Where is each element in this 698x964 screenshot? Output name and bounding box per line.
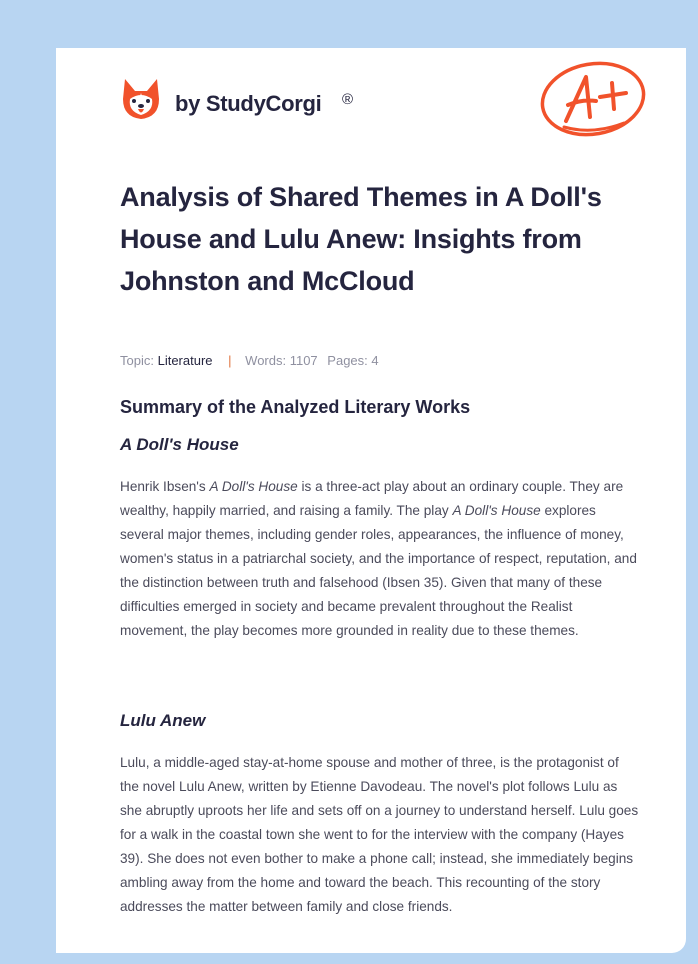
- subsection-heading-lulu-anew: Lulu Anew: [120, 711, 206, 730]
- meta-separator: |: [228, 353, 232, 368]
- word-count: Words: 1107: [245, 353, 318, 368]
- document-card: [56, 48, 686, 953]
- subsection-heading-dolls-house: A Doll's House: [120, 435, 239, 454]
- a-plus-grade-icon: [538, 59, 648, 139]
- studycorgi-logo[interactable]: [122, 77, 354, 121]
- text-run: explores several major themes, including gender roles, appearances, the influence of money, women's status in a patriarchal society, and the importance of respect, reputation, and the distinction between truth and falsehood (Ibsen 35). Given that many of these difficulties emerged in society and became prevalent throughout the Realist movement, the play becomes more grounded in reality due to these themes.: [120, 503, 637, 638]
- text-run: Henrik Ibsen's: [120, 479, 210, 494]
- article-meta: [120, 353, 379, 368]
- page-count: Pages: 4: [327, 353, 379, 368]
- section-heading: Summary of the Analyzed Literary Works: [120, 397, 471, 417]
- brand-name: by StudyCorgi: [175, 91, 322, 116]
- text-run: is a three-act play about an ordinary couple. They are wealthy, happily married, and raising a family. The play: [120, 479, 624, 518]
- paragraph-dolls-house: [120, 475, 640, 643]
- topic-label: Topic:: [120, 353, 154, 368]
- paragraph-lulu-anew: Lulu, a middle-aged stay-at-home spouse and mother of three, is the protagonist of the novel Lulu Anew, written by Etienne Davodeau. The novel's plot follows Lulu as she abruptly uproots her life and sets off on a journey to understand herself. Lulu goes for a walk in the coastal town she went to for the interview with the company (Hayes 39). She does not even bother to make a phone call; instead, she immediately begins ambling away from the home and toward the beach. This recounting of the story addresses the matter between family and close friends.: [120, 755, 639, 914]
- registered-mark: ®: [342, 91, 354, 108]
- page-title: Analysis of Shared Themes in A Doll's House and Lulu Anew: Insights from Johnston and McCloud: [120, 182, 602, 296]
- topic-link[interactable]: Literature: [157, 353, 213, 368]
- italic-title: A Doll's House: [209, 479, 298, 494]
- corgi-icon: [122, 77, 160, 121]
- italic-title: A Doll's House: [452, 503, 541, 518]
